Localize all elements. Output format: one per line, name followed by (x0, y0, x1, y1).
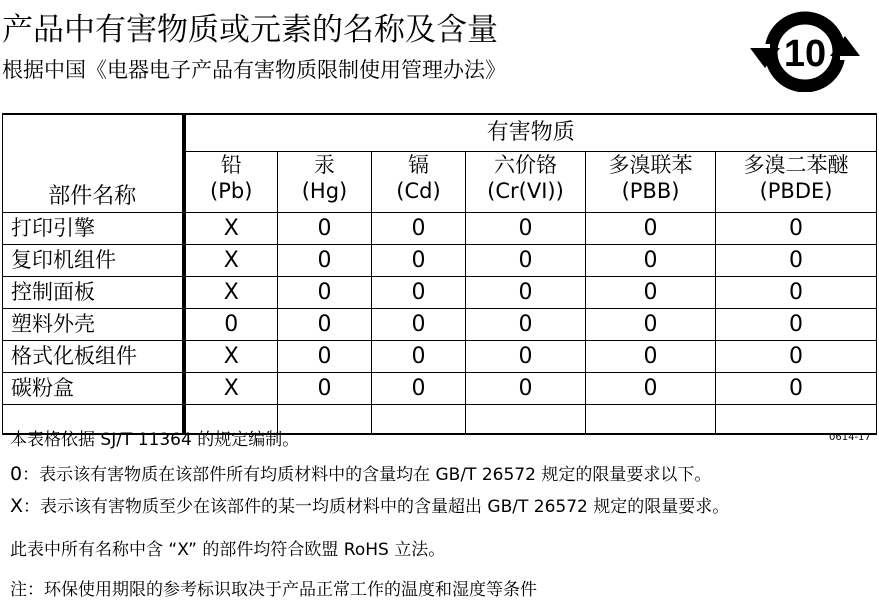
x-mark: X (10, 495, 24, 517)
badge-number: 10 (783, 33, 827, 75)
table-cell: 0 (278, 245, 372, 277)
table-header-row (3, 114, 877, 152)
column-header: 铅 (Pb) (184, 152, 278, 213)
column-header: 汞 (Hg) (278, 152, 372, 213)
part-name-header: 部件名称 (3, 114, 184, 213)
table-cell: X (184, 341, 278, 373)
table-cell: 0 (586, 213, 716, 245)
table-row (3, 373, 877, 405)
x-note-text: ：表示该有害物质至少在该部件的某一均质材料中的含量超出 GB/T 26572 规定的限量要求。 (23, 497, 730, 517)
table-cell: 0 (466, 309, 586, 341)
column-header: 镉 (Cd) (372, 152, 466, 213)
table-cell: 0 (372, 373, 466, 405)
table-cell: 0 (466, 277, 586, 309)
table-cell: 0 (586, 309, 716, 341)
table-cell: X (184, 213, 278, 245)
table-cell: 0 (716, 309, 877, 341)
table-cell: 0 (184, 309, 278, 341)
part-name: 控制面板 (3, 277, 184, 309)
empty-cell (586, 405, 716, 435)
table-cell: 0 (716, 341, 877, 373)
column-header: 六价铬 (Cr(VI)) (466, 152, 586, 213)
table-cell: 0 (372, 213, 466, 245)
table-cell: 0 (466, 245, 586, 277)
part-name: 碳粉盒 (3, 373, 184, 405)
empty-cell (372, 405, 466, 435)
table-cell: 0 (372, 277, 466, 309)
table-cell: 0 (716, 245, 877, 277)
table-cell: 0 (466, 373, 586, 405)
part-name: 塑料外壳 (3, 309, 184, 341)
table-row (3, 245, 877, 277)
footnote: 注：环保使用期限的参考标识取决于产品正常工作的温度和湿度等条件 (10, 580, 537, 600)
table-cell: 0 (278, 277, 372, 309)
standard-note: 本表格依据 SJ/T 11364 的规定编制。 (10, 430, 300, 450)
table-cell: 0 (586, 277, 716, 309)
table-cell: 0 (278, 213, 372, 245)
page-subtitle: 根据中国《电器电子产品有害物质限制使用管理办法》 (2, 58, 506, 82)
table-cell: 0 (586, 373, 716, 405)
empty-cell (716, 405, 877, 435)
zero-note-text: ：表示该有害物质在该部件所有均质材料中的含量均在 GB/T 26572 规定的限量要求以下。 (22, 465, 712, 485)
table-cell: X (184, 373, 278, 405)
table-cell: 0 (278, 309, 372, 341)
table-cell: 0 (372, 309, 466, 341)
empty-cell (466, 405, 586, 435)
table-cell: 0 (372, 245, 466, 277)
table-row (3, 277, 877, 309)
table-cell: X (184, 277, 278, 309)
table-cell: X (184, 245, 278, 277)
part-name: 复印机组件 (3, 245, 184, 277)
table-cell: 0 (716, 213, 877, 245)
table-cell: 0 (466, 213, 586, 245)
table-cell: 0 (716, 277, 877, 309)
document-code: 0614-17 (829, 432, 871, 443)
part-name: 格式化板组件 (3, 341, 184, 373)
zero-note (10, 462, 711, 487)
table-cell: 0 (586, 245, 716, 277)
table-row (3, 309, 877, 341)
column-header: 多溴联苯 (PBB) (586, 152, 716, 213)
table-cell: 0 (586, 341, 716, 373)
rohs-note: 此表中所有名称中含 “X” 的部件均符合欧盟 RoHS 立法。 (10, 540, 446, 560)
table-cell: 0 (716, 373, 877, 405)
table-row (3, 213, 877, 245)
part-name: 打印引擎 (3, 213, 184, 245)
x-note (10, 494, 729, 519)
table-cell: 0 (278, 341, 372, 373)
substance-group-header: 有害物质 (184, 114, 877, 152)
table-cell: 0 (278, 373, 372, 405)
page-title: 产品中有害物质或元素的名称及含量 (2, 12, 498, 48)
table-cell: 0 (372, 341, 466, 373)
column-header: 多溴二苯醚 (PBDE) (716, 152, 877, 213)
environment-protection-period-icon (748, 8, 862, 92)
table-cell: 0 (466, 341, 586, 373)
table-row (3, 341, 877, 373)
hazardous-substance-table (2, 113, 877, 435)
zero-mark: 0 (10, 463, 23, 485)
